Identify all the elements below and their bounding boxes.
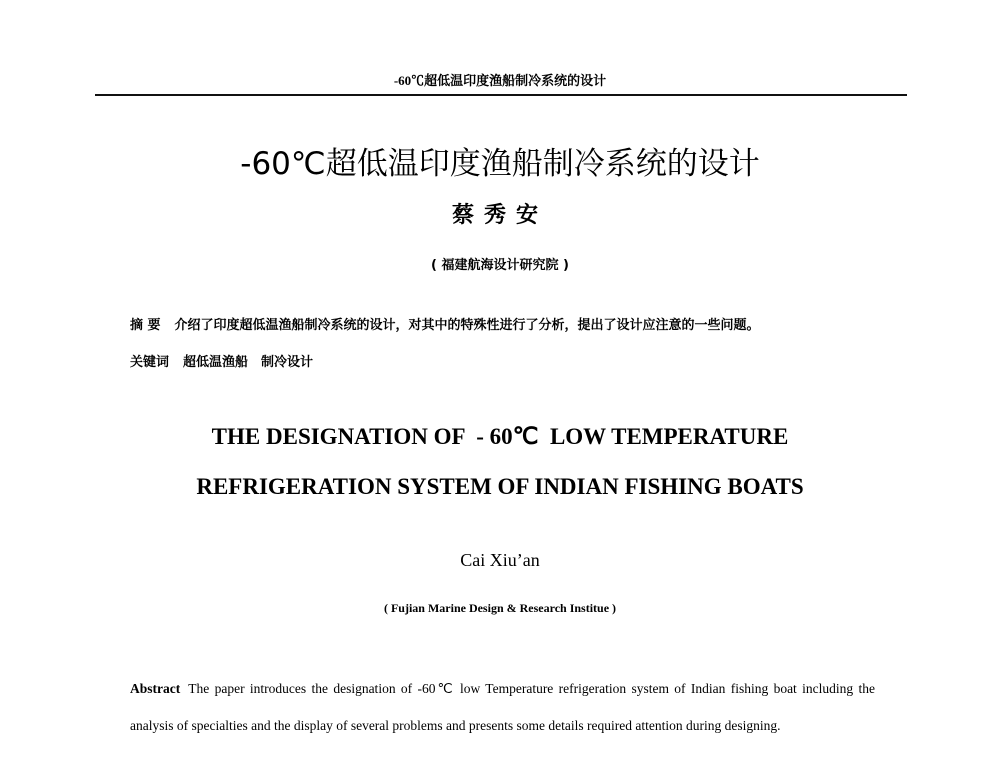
chinese-abstract-text: 介绍了印度超低温渔船制冷系统的设计，对其中的特殊性进行了分析，提出了设计应注意的一些问题。 xyxy=(174,318,760,333)
chinese-keywords-label: 关键词 xyxy=(130,355,170,370)
english-abstract xyxy=(130,671,875,744)
english-author: Cai Xiu’an xyxy=(460,550,540,570)
chinese-keywords-text: 超低温渔船 制冷设计 xyxy=(183,355,314,370)
chinese-abstract-label: 摘 要 xyxy=(130,318,161,333)
chinese-keywords xyxy=(130,351,313,370)
english-abstract-label: Abstract xyxy=(130,681,181,696)
chinese-author: 蔡秀安 xyxy=(451,202,548,227)
english-title-line-1: THE DESIGNATION OF - 60℃ LOW TEMPERATURE xyxy=(211,424,789,449)
header-rule xyxy=(95,94,907,96)
english-affiliation: ( Fujian Marine Design & Research Institue ) xyxy=(383,601,617,615)
english-abstract-text: The paper introduces the designation of -60℃ low Temperature refrigeration system of Indian fishing boat including the analysis of specialties and the display of several problems and presents some details required attention during designing. xyxy=(130,681,875,733)
chinese-abstract xyxy=(130,314,760,333)
english-title-line-2: REFRIGERATION SYSTEM OF INDIAN FISHING BOATS xyxy=(196,474,804,499)
chinese-affiliation: ( 福建航海设计研究院 ) xyxy=(431,258,569,273)
running-head: -60℃超低温印度渔船制冷系统的设计 xyxy=(393,73,607,88)
chinese-title: -60℃超低温印度渔船制冷系统的设计 xyxy=(240,146,760,182)
